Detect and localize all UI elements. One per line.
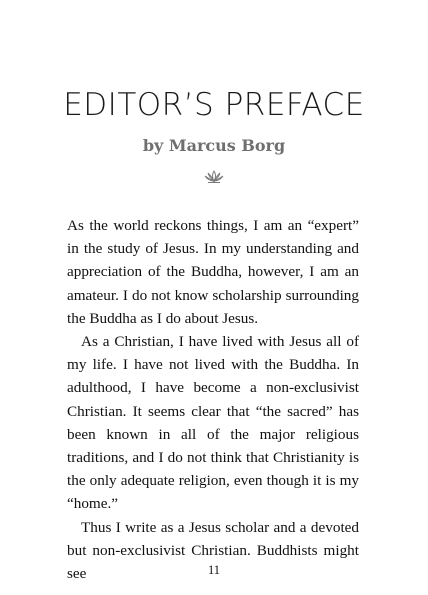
preface-body bbox=[67, 214, 359, 585]
lotus-icon bbox=[204, 170, 224, 184]
page-number: 11 bbox=[207, 563, 221, 577]
author-byline: by Marcus Borg bbox=[142, 136, 286, 155]
page-title: EDITOR’S PREFACE bbox=[63, 87, 365, 123]
paragraph-3: Thus I write as a Jesus scholar and a devoted but non-exclusivist Christian. Buddhists might see bbox=[67, 518, 359, 583]
paragraph-2: As a Christian, I have lived with Jesus all of my life. I have not lived with the Buddha. In adulthood, I have become a non-exclusivist Christian. It seems clear that “the sacred” has been known in all of the major religious traditions, and I do not think that Christianity is the only adequate religion, even though it is my “home.” bbox=[67, 333, 359, 513]
paragraph-1: As the world reckons things, I am an “expert” in the study of Jesus. In my understanding and appreciation of the Buddha, however, I am an amateur. I do not know scholarship surrounding the Buddha as I do about Jesus. bbox=[67, 217, 359, 327]
